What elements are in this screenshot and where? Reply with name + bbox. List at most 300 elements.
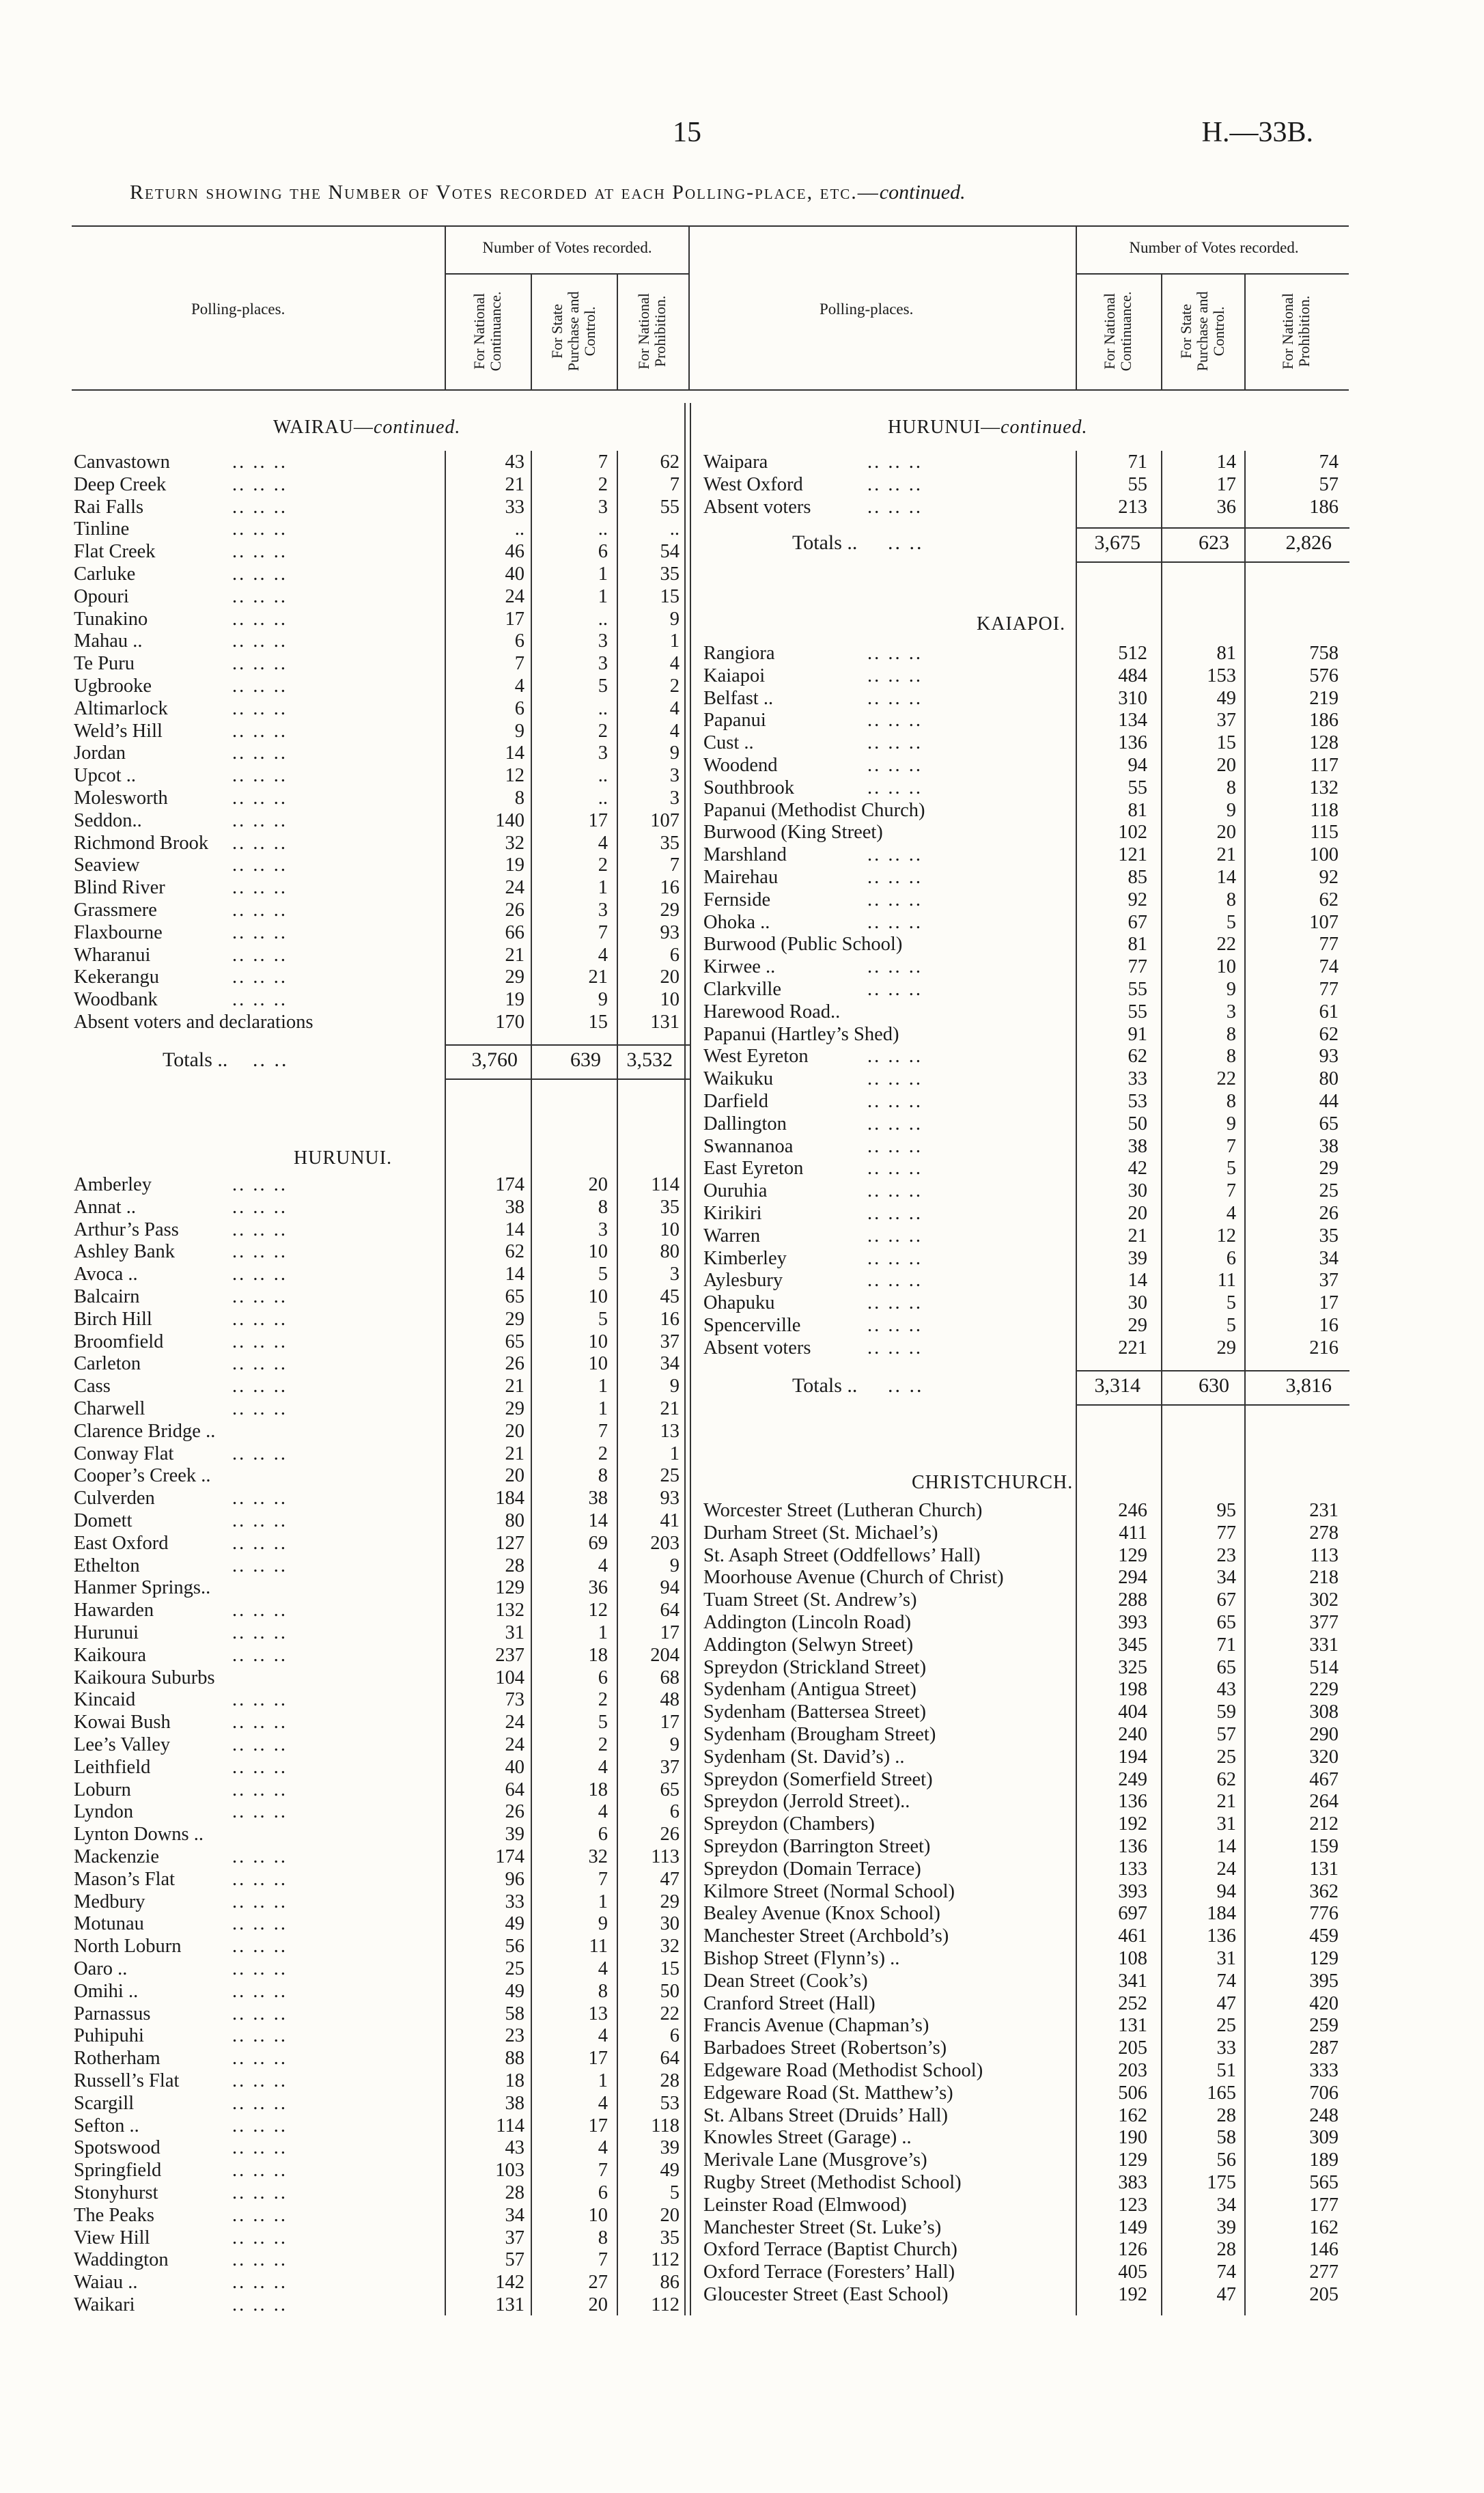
national-continuance-value: 49: [505, 1980, 524, 2002]
leader-dots: .. .. ..: [232, 1398, 288, 1419]
section-title-main: KAIAPOI.: [977, 613, 1066, 635]
polling-place-name: Spencerville: [703, 1315, 801, 1336]
national-prohibition-value: 302: [1309, 1589, 1339, 1611]
polling-place-name: Arthur’s Pass: [74, 1218, 179, 1240]
polling-place-name: Lynton Downs ..: [74, 1824, 204, 1846]
national-continuance-value: 170: [495, 1012, 524, 1033]
leader-dots: .. .. ..: [232, 563, 288, 585]
national-prohibition-value: 229: [1309, 1679, 1339, 1701]
national-continuance-value: 25: [505, 1958, 524, 1979]
leader-dots: .. .. ..: [232, 966, 288, 988]
state-purchase-value: 59: [1216, 1701, 1236, 1723]
national-continuance-value: 26: [505, 1801, 524, 1823]
state-purchase-value: 36: [588, 1577, 608, 1599]
polling-place-name: Oxford Terrace (Baptist Church): [703, 2239, 957, 2261]
national-prohibition-value: 132: [1309, 777, 1339, 798]
table-row: [703, 866, 1339, 889]
national-continuance-value: 46: [505, 541, 524, 563]
state-purchase-value: 17: [588, 809, 608, 831]
state-purchase-value: 7: [598, 1868, 608, 1890]
table-row: [703, 709, 1339, 732]
table-row: [703, 978, 1339, 1001]
polling-place-name: East Oxford: [74, 1532, 169, 1554]
polling-place-name: Omihi ..: [74, 1980, 139, 2002]
table-row: [703, 2194, 1339, 2216]
state-purchase-value: 5: [598, 1308, 608, 1330]
national-prohibition-value: 10: [660, 989, 680, 1011]
polling-place-name: Waiau ..: [74, 2272, 138, 2294]
table-row: [74, 1621, 680, 1644]
national-prohibition-value: 278: [1309, 1522, 1339, 1544]
section-title-continued: continued.: [1000, 417, 1088, 438]
state-purchase-value: 12: [1216, 1225, 1236, 1246]
national-prohibition-value: 38: [1319, 1135, 1339, 1157]
divider-center-header: [688, 225, 690, 389]
leader-dots: .. .. ..: [867, 911, 923, 933]
national-prohibition-value: 467: [1309, 1768, 1339, 1790]
table-row: [74, 1443, 680, 1465]
national-continuance-value: 30: [1128, 1180, 1147, 1202]
state-purchase-value: 10: [588, 1286, 608, 1307]
state-purchase-value: 8: [1226, 1046, 1236, 1068]
national-continuance-value: 19: [505, 989, 524, 1011]
national-prohibition-value: 459: [1309, 1925, 1339, 1947]
votes-recorded-header-left: Number of Votes recorded.: [482, 239, 652, 256]
polling-place-name: Spreydon (Strickland Street): [703, 1656, 927, 1678]
table-row: [703, 2238, 1339, 2261]
polling-place-name: Sydenham (Antigua Street): [703, 1679, 916, 1701]
table-row: [74, 2248, 680, 2271]
national-continuance-value: 404: [1118, 1701, 1147, 1723]
table-row: [74, 1644, 680, 1667]
polling-place-name: Russell’s Flat: [74, 2070, 180, 2091]
state-purchase-value: 2: [598, 854, 608, 876]
leader-dots: .. .. ..: [867, 665, 923, 686]
national-continuance-value: 26: [505, 900, 524, 921]
polling-place-name: Absent voters and declarations: [74, 1012, 313, 1033]
table-row: [74, 764, 680, 787]
national-continuance-value: 24: [505, 1712, 524, 1733]
national-continuance-value: 21: [505, 473, 524, 495]
table-row: [74, 1868, 680, 1891]
polling-place-name: Edgeware Road (St. Matthew’s): [703, 2082, 953, 2104]
national-prohibition-value: 30: [660, 1913, 680, 1935]
leader-dots: .. .. ..: [232, 2204, 288, 2226]
table-row: [74, 2271, 680, 2294]
table-row: [703, 665, 1339, 687]
table-row: [74, 720, 680, 742]
national-continuance-value: 132: [495, 1600, 524, 1621]
polling-place-name: Clarkville: [703, 979, 781, 1000]
title-main: Return showing the Number of Votes recorded at each Polling-place, etc.—: [130, 181, 880, 204]
table-row: [74, 1240, 680, 1263]
section-title-main: WAIRAU—: [273, 417, 374, 438]
national-continuance-value: 341: [1118, 1970, 1147, 1992]
national-prohibition-value: 362: [1309, 1880, 1339, 1902]
national-prohibition-value: 420: [1309, 1992, 1339, 2014]
table-row: [74, 630, 680, 652]
national-prohibition-value: 17: [1319, 1292, 1339, 1314]
national-continuance-value: 31: [505, 1622, 524, 1643]
national-prohibition-value: 1: [669, 630, 680, 652]
table-row: [703, 1611, 1339, 1634]
state-purchase-value: 7: [598, 451, 608, 473]
national-prohibition-value: 20: [660, 2204, 680, 2226]
national-continuance-value: 62: [1128, 1046, 1147, 1068]
polling-place-name: Sefton ..: [74, 2115, 139, 2136]
section-title: [273, 417, 460, 438]
national-continuance-value: 9: [514, 720, 524, 742]
leader-dots: .. .. ..: [232, 653, 288, 675]
national-continuance-value: 405: [1118, 2261, 1147, 2283]
table-row: [703, 911, 1339, 934]
polling-place-name: Spreydon (Somerfield Street): [703, 1768, 933, 1790]
state-purchase-value: 58: [1216, 2127, 1236, 2149]
state-purchase-value: 12: [588, 1600, 608, 1621]
national-continuance-value: 20: [1128, 1203, 1147, 1224]
table-row: [74, 540, 680, 563]
polling-place-name: Molesworth: [74, 788, 168, 809]
state-purchase-value: 8: [598, 1465, 608, 1487]
state-purchase-value: 6: [598, 1824, 608, 1846]
national-prohibition-value: 129: [1309, 1948, 1339, 1969]
national-continuance-value: 50: [1128, 1113, 1147, 1134]
leader-dots: .. .. ..: [867, 1068, 923, 1090]
national-continuance-value: 40: [505, 1756, 524, 1778]
leader-dots: .. .. ..: [232, 2092, 288, 2114]
polling-place-name: Culverden: [74, 1488, 155, 1509]
national-prohibition-value: 28: [660, 2070, 680, 2091]
table-row: [74, 1935, 680, 1958]
state-purchase-value: 8: [598, 2227, 608, 2248]
national-prohibition-value: 159: [1309, 1836, 1339, 1857]
table-row: [74, 2294, 680, 2316]
national-continuance-value: 310: [1118, 687, 1147, 709]
table-row: [74, 1173, 680, 1196]
totals-top-rule: [445, 1044, 690, 1046]
state-purchase-value: 18: [588, 1644, 608, 1666]
national-prohibition-value: 57: [1319, 473, 1339, 495]
polling-place-name: East Eyreton: [703, 1158, 804, 1180]
state-purchase-value: 20: [1216, 822, 1236, 844]
national-prohibition-value: 514: [1309, 1656, 1339, 1678]
table-row: [703, 473, 1339, 496]
state-purchase-value: 4: [598, 1801, 608, 1823]
leader-dots: .. .. ..: [232, 921, 288, 943]
leader-dots: .. .. ..: [867, 1203, 923, 1224]
polling-place-name: Cooper’s Creek ..: [74, 1465, 211, 1487]
total-national-prohibition: 3,816: [1285, 1374, 1332, 1397]
table-row: [74, 1420, 680, 1443]
polling-place-name: Dean Street (Cook’s): [703, 1970, 868, 1992]
state-purchase-value: 8: [598, 1196, 608, 1218]
polling-place-name: Manchester Street (St. Luke’s): [703, 2216, 942, 2238]
state-purchase-value: 49: [1216, 687, 1236, 709]
national-prohibition-value: 77: [1319, 934, 1339, 956]
state-purchase-value: 32: [588, 1846, 608, 1867]
leader-dots: .. .. ..: [232, 1443, 288, 1464]
state-purchase-value: 136: [1207, 1925, 1236, 1947]
national-prohibition-value: 34: [660, 1353, 680, 1375]
national-prohibition-value: 6: [669, 944, 680, 966]
polling-place-name: Seaview: [74, 854, 140, 876]
national-prohibition-value: 86: [660, 2272, 680, 2294]
totals-dots: .. ..: [888, 1374, 924, 1397]
national-prohibition-value: 3: [669, 765, 680, 787]
national-prohibition-value: 29: [660, 1891, 680, 1912]
total-national-continuance: 3,675: [1094, 531, 1140, 555]
leader-dots: .. .. ..: [232, 2160, 288, 2182]
national-continuance-value: 174: [495, 1846, 524, 1867]
polling-place-name: Harewood Road..: [703, 1001, 841, 1022]
col-state-purchase-left: For State Purchase and Control.: [548, 291, 598, 372]
polling-place-name: Scargill: [74, 2092, 135, 2114]
table-row: [703, 2216, 1339, 2239]
state-purchase-value: 184: [1207, 1903, 1236, 1925]
totals-dots: .. ..: [888, 531, 924, 555]
state-purchase-value: 20: [1216, 755, 1236, 776]
polling-place-name: Grassmere: [74, 900, 157, 921]
national-continuance-value: 136: [1118, 1791, 1147, 1813]
divider-left-c1c2: [531, 273, 532, 389]
state-purchase-value: 5: [598, 1264, 608, 1285]
national-prohibition-value: 576: [1309, 665, 1339, 686]
table-row: [703, 2059, 1339, 2082]
state-purchase-value: 3: [598, 1218, 608, 1240]
table-row: [74, 1733, 680, 1756]
table-row: [703, 889, 1339, 911]
polling-place-name: Papanui (Methodist Church): [703, 799, 925, 821]
leader-dots: .. .. ..: [232, 1376, 288, 1397]
leader-dots: .. .. ..: [232, 2025, 288, 2047]
national-continuance-value: 184: [495, 1488, 524, 1509]
leader-dots: .. .. ..: [232, 2137, 288, 2159]
leader-dots: .. .. ..: [232, 989, 288, 1011]
state-purchase-value: 6: [598, 541, 608, 563]
table-row: [703, 1045, 1339, 1068]
leader-dots: .. .. ..: [232, 1756, 288, 1778]
national-continuance-value: 39: [1128, 1247, 1147, 1269]
national-continuance-value: 121: [1118, 844, 1147, 866]
table-row: [703, 1880, 1339, 1903]
national-continuance-value: 12: [505, 765, 524, 787]
national-prohibition-value: 80: [1319, 1068, 1339, 1090]
state-purchase-value: 9: [1226, 979, 1236, 1000]
national-continuance-value: 237: [495, 1644, 524, 1666]
state-purchase-value: 18: [588, 1779, 608, 1800]
polling-place-name: Kaikoura: [74, 1644, 147, 1666]
polling-place-name: Burwood (Public School): [703, 934, 903, 956]
state-purchase-value: ..: [598, 608, 608, 630]
state-purchase-value: 3: [598, 630, 608, 652]
table-row: [703, 1202, 1339, 1225]
table-row: [703, 1135, 1339, 1158]
national-prohibition-value: ..: [669, 518, 680, 540]
title-continued: continued.: [879, 181, 966, 204]
table-row: [74, 1576, 680, 1599]
polling-place-name: Absent voters: [703, 1337, 811, 1359]
national-continuance-value: 393: [1118, 1880, 1147, 1902]
state-purchase-value: 2: [598, 1443, 608, 1464]
table-row: [74, 899, 680, 921]
state-purchase-value: 9: [1226, 1113, 1236, 1134]
table-row: [703, 821, 1339, 844]
state-purchase-value: 3: [598, 653, 608, 675]
leader-dots: .. .. ..: [867, 777, 923, 798]
state-purchase-value: 1: [598, 1622, 608, 1643]
national-continuance-value: 55: [1128, 473, 1147, 495]
polling-place-name: Canvastown: [74, 451, 170, 473]
table-row: [74, 585, 680, 608]
leader-dots: .. .. ..: [232, 1846, 288, 1867]
state-purchase-value: 9: [598, 989, 608, 1011]
leader-dots: .. .. ..: [232, 1308, 288, 1330]
state-purchase-value: 6: [1226, 1247, 1236, 1269]
polling-place-name: Durham Street (St. Michael’s): [703, 1522, 938, 1544]
polling-place-name: Darfield: [703, 1091, 768, 1112]
national-prohibition-value: 37: [660, 1756, 680, 1778]
totals-top-rule: [1076, 527, 1349, 529]
leader-dots: .. .. ..: [232, 944, 288, 966]
total-state-purchase: 639: [570, 1048, 601, 1071]
table-row: [74, 2159, 680, 2182]
polling-place-name: Flat Creek: [74, 541, 156, 563]
state-purchase-value: 81: [1216, 643, 1236, 664]
national-continuance-value: 114: [496, 2115, 524, 2136]
polling-place-name: Mackenzie: [74, 1846, 160, 1867]
leader-dots: .. .. ..: [232, 877, 288, 899]
table-row: [74, 1599, 680, 1621]
polling-place-name: Ashley Bank: [74, 1241, 176, 1263]
leader-dots: .. .. ..: [867, 1225, 923, 1246]
leader-dots: .. .. ..: [867, 473, 923, 495]
national-continuance-value: 33: [505, 496, 524, 518]
national-prohibition-value: 80: [660, 1241, 680, 1263]
national-continuance-value: 21: [505, 1443, 524, 1464]
national-prohibition-value: 4: [669, 697, 680, 719]
polling-place-name: Clarence Bridge ..: [74, 1420, 216, 1442]
national-prohibition-value: 15: [660, 585, 680, 607]
national-continuance-value: 71: [1128, 451, 1147, 473]
national-continuance-value: 28: [505, 1555, 524, 1576]
national-prohibition-value: 309: [1309, 2127, 1339, 2149]
polling-place-name: St. Albans Street (Druids’ Hall): [703, 2104, 949, 2126]
national-prohibition-value: 395: [1309, 1970, 1339, 1992]
polling-place-name: Stonyhurst: [74, 2182, 158, 2203]
national-prohibition-value: 92: [1319, 867, 1339, 888]
state-purchase-value: 10: [588, 1331, 608, 1352]
table-row: [703, 1090, 1339, 1113]
section-title-main: HURUNUI.: [294, 1147, 393, 1169]
polling-place-name: Carleton: [74, 1353, 141, 1375]
leader-dots: .. .. ..: [232, 2294, 288, 2315]
table-row: [703, 1835, 1339, 1858]
national-prohibition-value: 62: [660, 451, 680, 473]
state-purchase-value: 4: [598, 2025, 608, 2047]
table-row: [703, 451, 1339, 473]
national-continuance-value: 43: [505, 2137, 524, 2159]
national-prohibition-value: 37: [660, 1331, 680, 1352]
state-purchase-value: 8: [1226, 1091, 1236, 1112]
leader-dots: .. .. ..: [232, 1622, 288, 1643]
national-continuance-value: 29: [505, 966, 524, 988]
table-row: [74, 697, 680, 720]
state-purchase-value: 17: [588, 2048, 608, 2070]
polling-place-name: Papanui: [703, 710, 766, 732]
leader-dots: .. .. ..: [232, 1712, 288, 1733]
polling-place-name: Kaiapoi: [703, 665, 766, 686]
leader-dots: .. .. ..: [232, 854, 288, 876]
polling-place-name: Spreydon (Domain Terrace): [703, 1858, 921, 1880]
leader-dots: .. .. ..: [232, 809, 288, 831]
national-continuance-value: 102: [1118, 822, 1147, 844]
national-prohibition-value: 13: [660, 1420, 680, 1442]
polling-place-name: Richmond Brook: [74, 832, 209, 854]
polling-place-name: The Peaks: [74, 2204, 154, 2226]
leader-dots: .. .. ..: [232, 1241, 288, 1263]
state-purchase-value: 11: [589, 1936, 608, 1958]
state-purchase-value: 20: [588, 2294, 608, 2315]
national-continuance-value: 294: [1118, 1567, 1147, 1589]
section-title-main: CHRISTCHURCH.: [912, 1472, 1074, 1493]
leader-dots: .. .. ..: [867, 889, 923, 910]
national-prohibition-value: 7: [669, 854, 680, 876]
total-state-purchase: 623: [1199, 531, 1229, 555]
table-row: [74, 1800, 680, 1823]
state-purchase-value: 22: [1216, 1068, 1236, 1090]
national-continuance-value: 38: [1128, 1135, 1147, 1157]
national-continuance-value: 205: [1118, 2037, 1147, 2059]
national-prohibition-value: 21: [660, 1398, 680, 1419]
table-row: [74, 1667, 680, 1689]
table-row: [74, 1464, 680, 1487]
national-prohibition-value: 93: [1319, 1046, 1339, 1068]
national-continuance-value: 14: [1128, 1270, 1147, 1292]
polling-place-name: Gloucester Street (East School): [703, 2284, 949, 2305]
state-purchase-value: 23: [1216, 1544, 1236, 1566]
state-purchase-value: ..: [598, 518, 608, 540]
national-prohibition-value: 287: [1309, 2037, 1339, 2059]
table-row: [703, 1337, 1339, 1359]
national-continuance-value: 203: [1118, 2060, 1147, 2081]
table-row: [74, 2092, 680, 2115]
leader-dots: .. .. ..: [867, 979, 923, 1000]
leader-dots: .. .. ..: [232, 2182, 288, 2203]
table-row: [703, 1292, 1339, 1314]
state-purchase-value: 5: [598, 676, 608, 697]
table-row: [703, 2082, 1339, 2104]
state-purchase-value: 7: [598, 921, 608, 943]
national-continuance-value: 37: [505, 2227, 524, 2248]
polling-place-name: Altimarlock: [74, 697, 168, 719]
leader-dots: .. .. ..: [232, 608, 288, 630]
national-prohibition-value: 308: [1309, 1701, 1339, 1723]
national-prohibition-value: 17: [660, 1712, 680, 1733]
national-prohibition-value: 113: [1310, 1544, 1339, 1566]
polling-place-name: Leinster Road (Elmwood): [703, 2194, 907, 2216]
state-purchase-value: 56: [1216, 2149, 1236, 2171]
polling-place-name: Dallington: [703, 1113, 787, 1134]
table-row: [703, 1001, 1339, 1023]
national-prohibition-value: 565: [1309, 2172, 1339, 2193]
state-purchase-value: 14: [1216, 451, 1236, 473]
national-prohibition-value: 3: [669, 788, 680, 809]
state-purchase-value: 9: [1226, 799, 1236, 821]
polling-place-name: Kaikoura Suburbs: [74, 1667, 215, 1688]
leader-dots: .. .. ..: [232, 1510, 288, 1531]
state-purchase-value: 10: [588, 1241, 608, 1263]
state-purchase-value: 4: [1226, 1203, 1236, 1224]
